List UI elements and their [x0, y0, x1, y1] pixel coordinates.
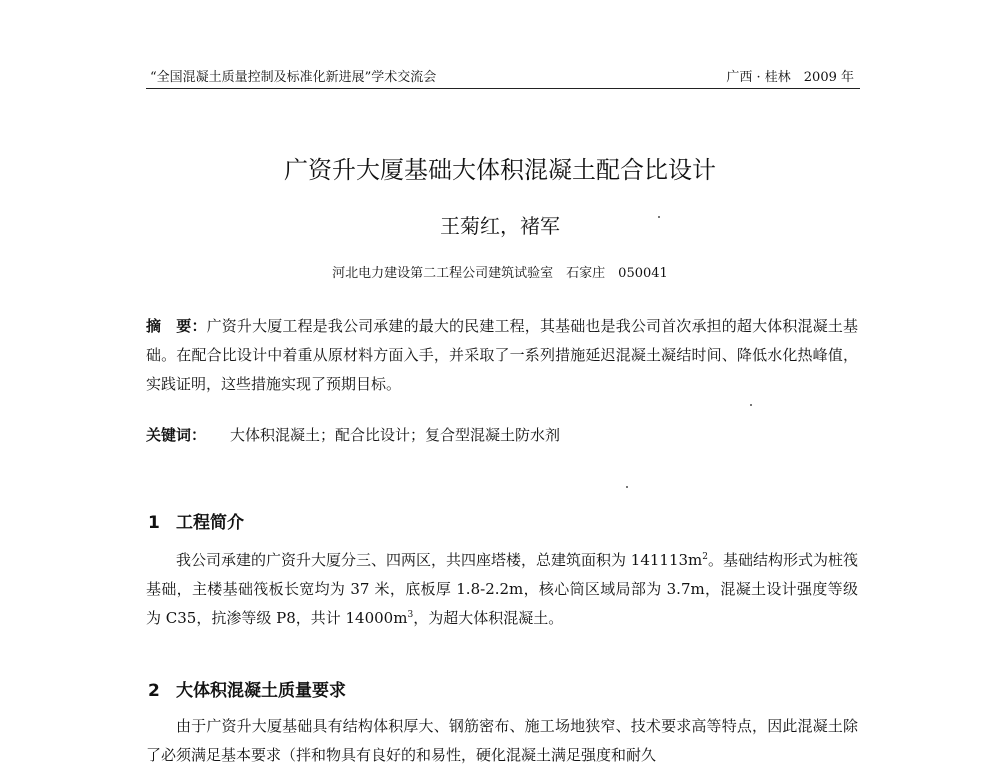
superscript: 2	[702, 552, 708, 562]
paragraph-text: 。基础结构形式为桩筏基础，主楼基础筏板长宽均为 37 米，底板厚 1.8-2.2m，核心筒区域局部为 3.7m，混凝土设计强度等级为 C35，抗渗等级 P8，共计 14000m	[146, 551, 859, 627]
section-paragraph: 由于广资升大厦基础具有结构体积厚大、钢筋密布、施工场地狭窄、技术要求高等特点，因此混凝土除了必须满足基本要求（拌和物具有良好的和易性，硬化混凝土满足强度和耐久	[146, 717, 858, 764]
running-header-location-year: 广西 · 桂林 2009 年	[726, 70, 854, 85]
section-paragraph	[146, 546, 858, 633]
section-heading	[148, 508, 244, 533]
abstract-text: 广资升大厦工程是我公司承建的最大的民建工程，其基础也是我公司首次承担的超大体积混凝土基础。在配合比设计中着重从原材料方面入手，并采取了一系列措施延迟混凝土凝结时间、降低水化热峰值，实践证明，这些措施实现了预期目标。	[146, 317, 858, 393]
section-number: 2	[148, 681, 160, 701]
paragraph-text: ，为超大体积混凝土。	[413, 609, 564, 627]
paper-authors: 王菊红，褚军	[440, 214, 560, 238]
section-heading	[148, 676, 346, 701]
section-title: 工程简介	[176, 513, 244, 533]
header-rule	[146, 88, 860, 89]
keywords	[146, 424, 560, 445]
abstract-label: 摘 要：	[146, 317, 207, 335]
paragraph-text: 我公司承建的广资升大厦分三、四两区，共四座塔楼，总建筑面积为 141113m	[176, 551, 703, 569]
running-header-conference: “全国混凝土质量控制及标准化新进展”学术交流会	[150, 70, 437, 85]
section-number: 1	[148, 513, 160, 533]
scan-speck	[750, 404, 752, 406]
superscript: 3	[407, 610, 414, 620]
paper-affiliation: 河北电力建设第二工程公司建筑试验室 石家庄 050041	[332, 266, 668, 281]
keywords-label: 关键词：	[146, 426, 207, 444]
paper-title: 广资升大厦基础大体积混凝土配合比设计	[284, 156, 716, 184]
section-title: 大体积混凝土质量要求	[176, 681, 346, 701]
keywords-items: 大体积混凝土；配合比设计；复合型混凝土防水剂	[230, 426, 561, 444]
scan-speck	[626, 486, 628, 488]
abstract	[146, 312, 858, 399]
scan-speck	[658, 216, 660, 218]
